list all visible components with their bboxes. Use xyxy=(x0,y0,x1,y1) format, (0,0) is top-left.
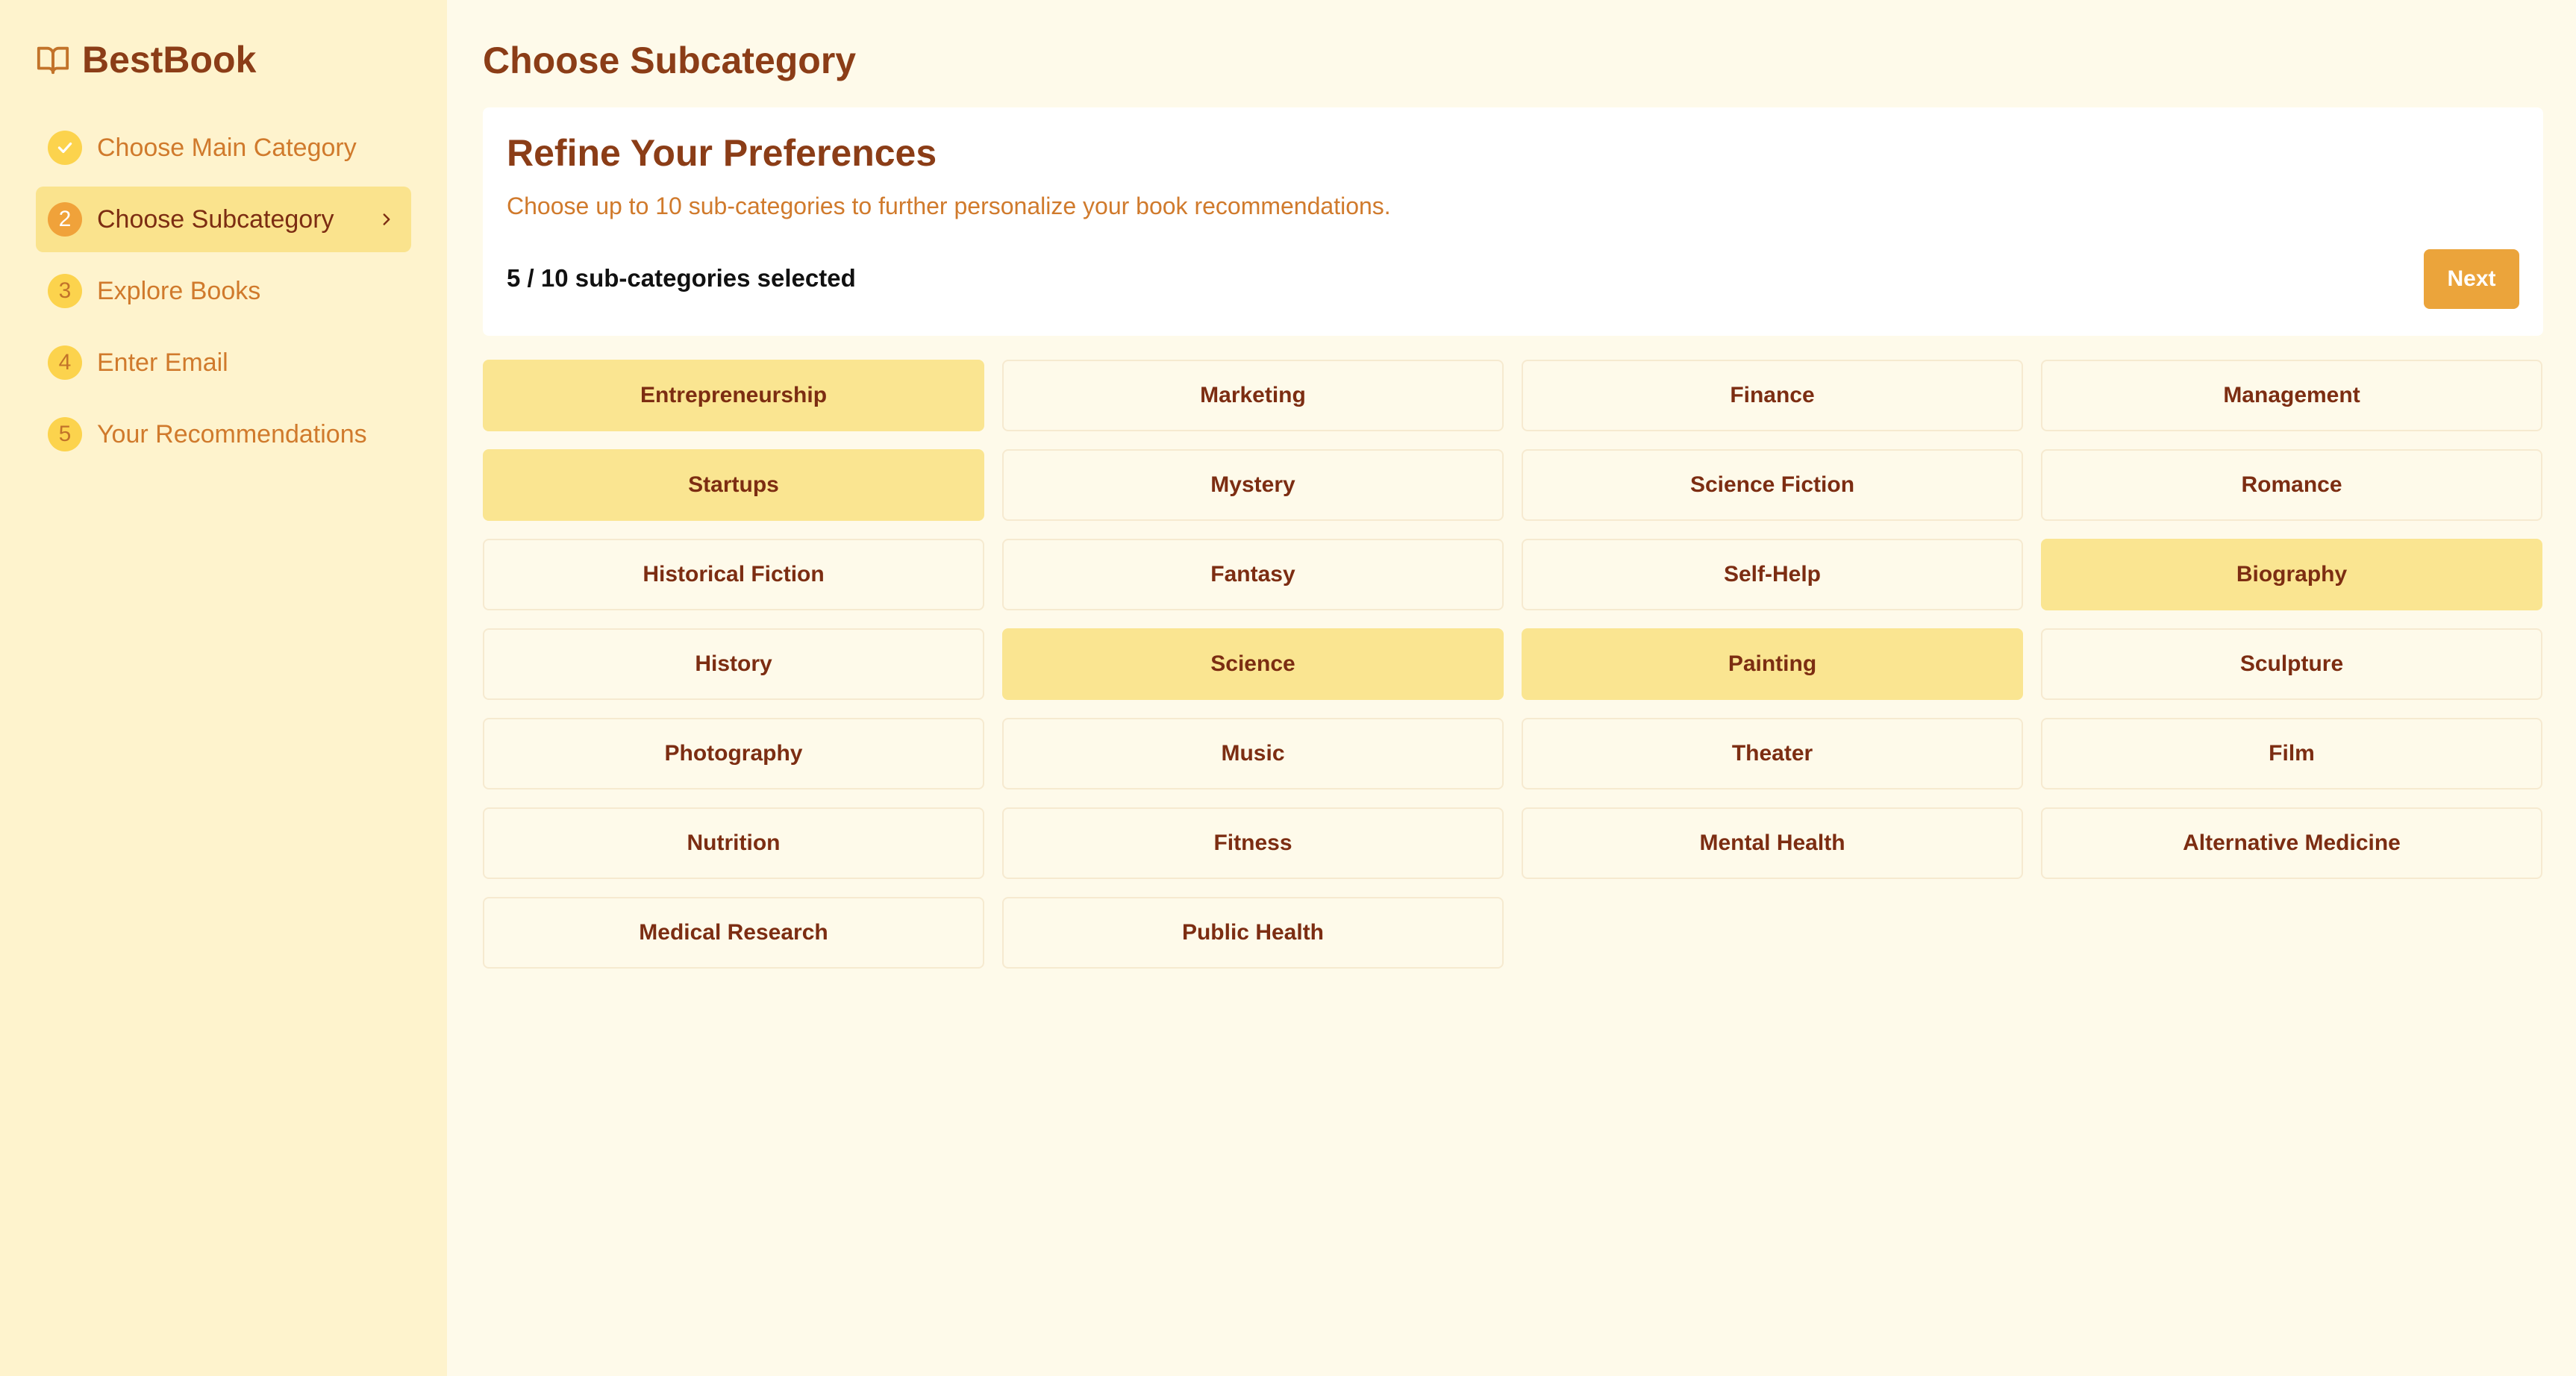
step-number: 5 xyxy=(48,417,82,451)
selection-count: 5 / 10 sub-categories selected xyxy=(507,264,856,292)
main-content xyxy=(447,0,2576,1376)
subcategory-chip[interactable]: History xyxy=(483,628,984,700)
subcategory-chip[interactable]: Mental Health xyxy=(1522,807,2023,879)
step-number: 4 xyxy=(48,345,82,380)
subcategory-chip[interactable]: Science xyxy=(1002,628,1504,700)
subcategory-chip[interactable]: Romance xyxy=(2041,449,2542,521)
chevron-right-icon xyxy=(377,208,399,231)
preferences-card xyxy=(483,107,2543,336)
subcategory-chip[interactable]: Nutrition xyxy=(483,807,984,879)
step-explore-books[interactable] xyxy=(36,258,411,324)
subcategory-chip[interactable]: Management xyxy=(2041,360,2542,431)
step-label: Explore Books xyxy=(97,276,261,305)
subcategory-chip[interactable]: Photography xyxy=(483,718,984,789)
subcategory-chip[interactable]: Startups xyxy=(483,449,984,521)
subcategory-chip[interactable]: Alternative Medicine xyxy=(2041,807,2542,879)
step-choose-subcategory[interactable] xyxy=(36,187,411,252)
subcategory-chip[interactable]: Medical Research xyxy=(483,897,984,969)
step-label: Enter Email xyxy=(97,348,228,377)
subcategory-chip[interactable]: Finance xyxy=(1522,360,2023,431)
subcategory-chip[interactable]: Self-Help xyxy=(1522,539,2023,610)
step-enter-email[interactable] xyxy=(36,330,411,395)
step-number: 3 xyxy=(48,274,82,308)
step-label: Choose Subcategory xyxy=(97,204,334,234)
subcategory-chip[interactable]: Public Health xyxy=(1002,897,1504,969)
subcategory-chip[interactable]: Biography xyxy=(2041,539,2542,610)
subcategory-chip[interactable]: Entrepreneurship xyxy=(483,360,984,431)
sidebar xyxy=(0,0,447,1376)
step-nav xyxy=(36,115,411,467)
subcategory-chip[interactable]: Science Fiction xyxy=(1522,449,2023,521)
subcategory-chip[interactable]: Music xyxy=(1002,718,1504,789)
subcategory-chip[interactable]: Sculpture xyxy=(2041,628,2542,700)
subcategory-chip[interactable]: Fitness xyxy=(1002,807,1504,879)
subcategory-chip[interactable]: Marketing xyxy=(1002,360,1504,431)
subcategory-grid xyxy=(483,360,2543,969)
open-book-icon xyxy=(36,43,70,77)
page-title: Choose Subcategory xyxy=(483,40,857,81)
card-description: Choose up to 10 sub-categories to further personalize your book recommendations. xyxy=(507,193,1391,219)
next-button[interactable]: Next xyxy=(2424,249,2519,309)
check-icon xyxy=(48,131,82,165)
subcategory-chip[interactable]: Historical Fiction xyxy=(483,539,984,610)
step-your-recommendations[interactable] xyxy=(36,401,411,467)
step-label: Choose Main Category xyxy=(97,133,357,162)
step-label: Your Recommendations xyxy=(97,419,367,448)
subcategory-chip[interactable]: Mystery xyxy=(1002,449,1504,521)
subcategory-chip[interactable]: Painting xyxy=(1522,628,2023,700)
brand-name: BestBook xyxy=(82,39,257,81)
brand xyxy=(36,31,411,88)
subcategory-chip[interactable]: Theater xyxy=(1522,718,2023,789)
subcategory-chip[interactable]: Fantasy xyxy=(1002,539,1504,610)
step-number: 2 xyxy=(48,202,82,237)
subcategory-chip[interactable]: Film xyxy=(2041,718,2542,789)
step-choose-main-category[interactable] xyxy=(36,115,411,181)
card-title: Refine Your Preferences xyxy=(507,132,937,174)
